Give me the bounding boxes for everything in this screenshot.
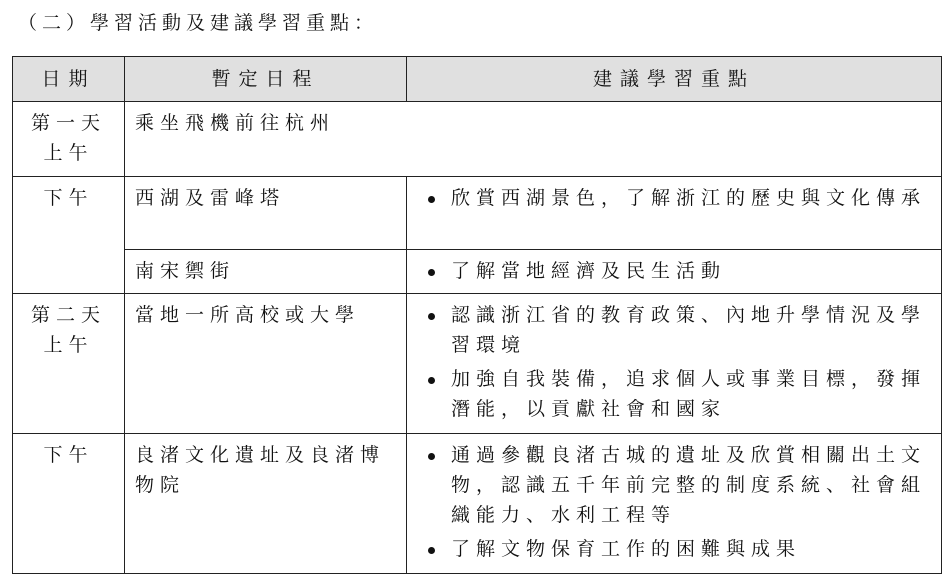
bullet-icon bbox=[421, 183, 441, 213]
session-label: 下午 bbox=[43, 187, 94, 209]
day-cell bbox=[13, 177, 125, 294]
section-heading: （二）學習活動及建議學習重點： bbox=[18, 12, 379, 34]
table-row bbox=[13, 102, 942, 177]
schedule-cell: 當地一所高校或大學 bbox=[125, 294, 407, 434]
day-label: 第一天 bbox=[30, 112, 106, 134]
schedule-cell: 乘坐飛機前往杭州 bbox=[125, 102, 942, 177]
table-row bbox=[13, 177, 942, 250]
table-row bbox=[13, 434, 942, 574]
bullet-icon bbox=[421, 300, 441, 330]
schedule-table bbox=[12, 56, 942, 574]
list-item bbox=[421, 256, 931, 286]
header-date: 日期 bbox=[13, 57, 125, 102]
bullet-icon bbox=[421, 440, 441, 470]
learning-point-text: 加強自我裝備，追求個人或事業目標，發揮潛能，以貢獻社會和國家 bbox=[451, 368, 927, 420]
schedule-cell: 良渚文化遺址及良渚博物院 bbox=[125, 434, 407, 574]
table-header-row bbox=[13, 57, 942, 102]
learning-point-text: 了解文物保育工作的困難與成果 bbox=[451, 538, 802, 560]
bullet-icon bbox=[421, 256, 441, 286]
session-label: 上午 bbox=[43, 142, 94, 164]
day-cell bbox=[13, 294, 125, 434]
learning-point-text: 欣賞西湖景色，了解浙江的歷史與文化傳承 bbox=[451, 187, 927, 209]
bullet-icon bbox=[421, 364, 441, 394]
list-item bbox=[421, 183, 931, 213]
learning-points-cell bbox=[407, 434, 942, 574]
learning-point-text: 了解當地經濟及民生活動 bbox=[451, 260, 727, 282]
list-item bbox=[421, 440, 931, 530]
schedule-cell: 西湖及雷峰塔 bbox=[125, 177, 407, 250]
day-label: 第二天 bbox=[30, 304, 106, 326]
learning-point-text: 通過參觀良渚古城的遺址及欣賞相關出土文物，認識五千年前完整的制度系統、社會組織能力、水利工程等 bbox=[451, 444, 927, 526]
session-label: 下午 bbox=[43, 444, 94, 466]
schedule-cell: 南宋禦街 bbox=[125, 250, 407, 294]
day-cell bbox=[13, 102, 125, 177]
learning-points-cell bbox=[407, 294, 942, 434]
list-item bbox=[421, 300, 931, 360]
bullet-icon bbox=[421, 534, 441, 564]
session-label: 上午 bbox=[43, 334, 94, 356]
table-row bbox=[13, 250, 942, 294]
learning-points-cell bbox=[407, 250, 942, 294]
table-row bbox=[13, 294, 942, 434]
list-item bbox=[421, 364, 931, 424]
header-learning-points: 建議學習重點 bbox=[407, 57, 942, 102]
learning-point-text: 認識浙江省的教育政策、內地升學情況及學習環境 bbox=[451, 304, 927, 356]
day-cell bbox=[13, 434, 125, 574]
list-item bbox=[421, 534, 931, 564]
header-schedule: 暫定日程 bbox=[125, 57, 407, 102]
learning-points-cell bbox=[407, 177, 942, 250]
